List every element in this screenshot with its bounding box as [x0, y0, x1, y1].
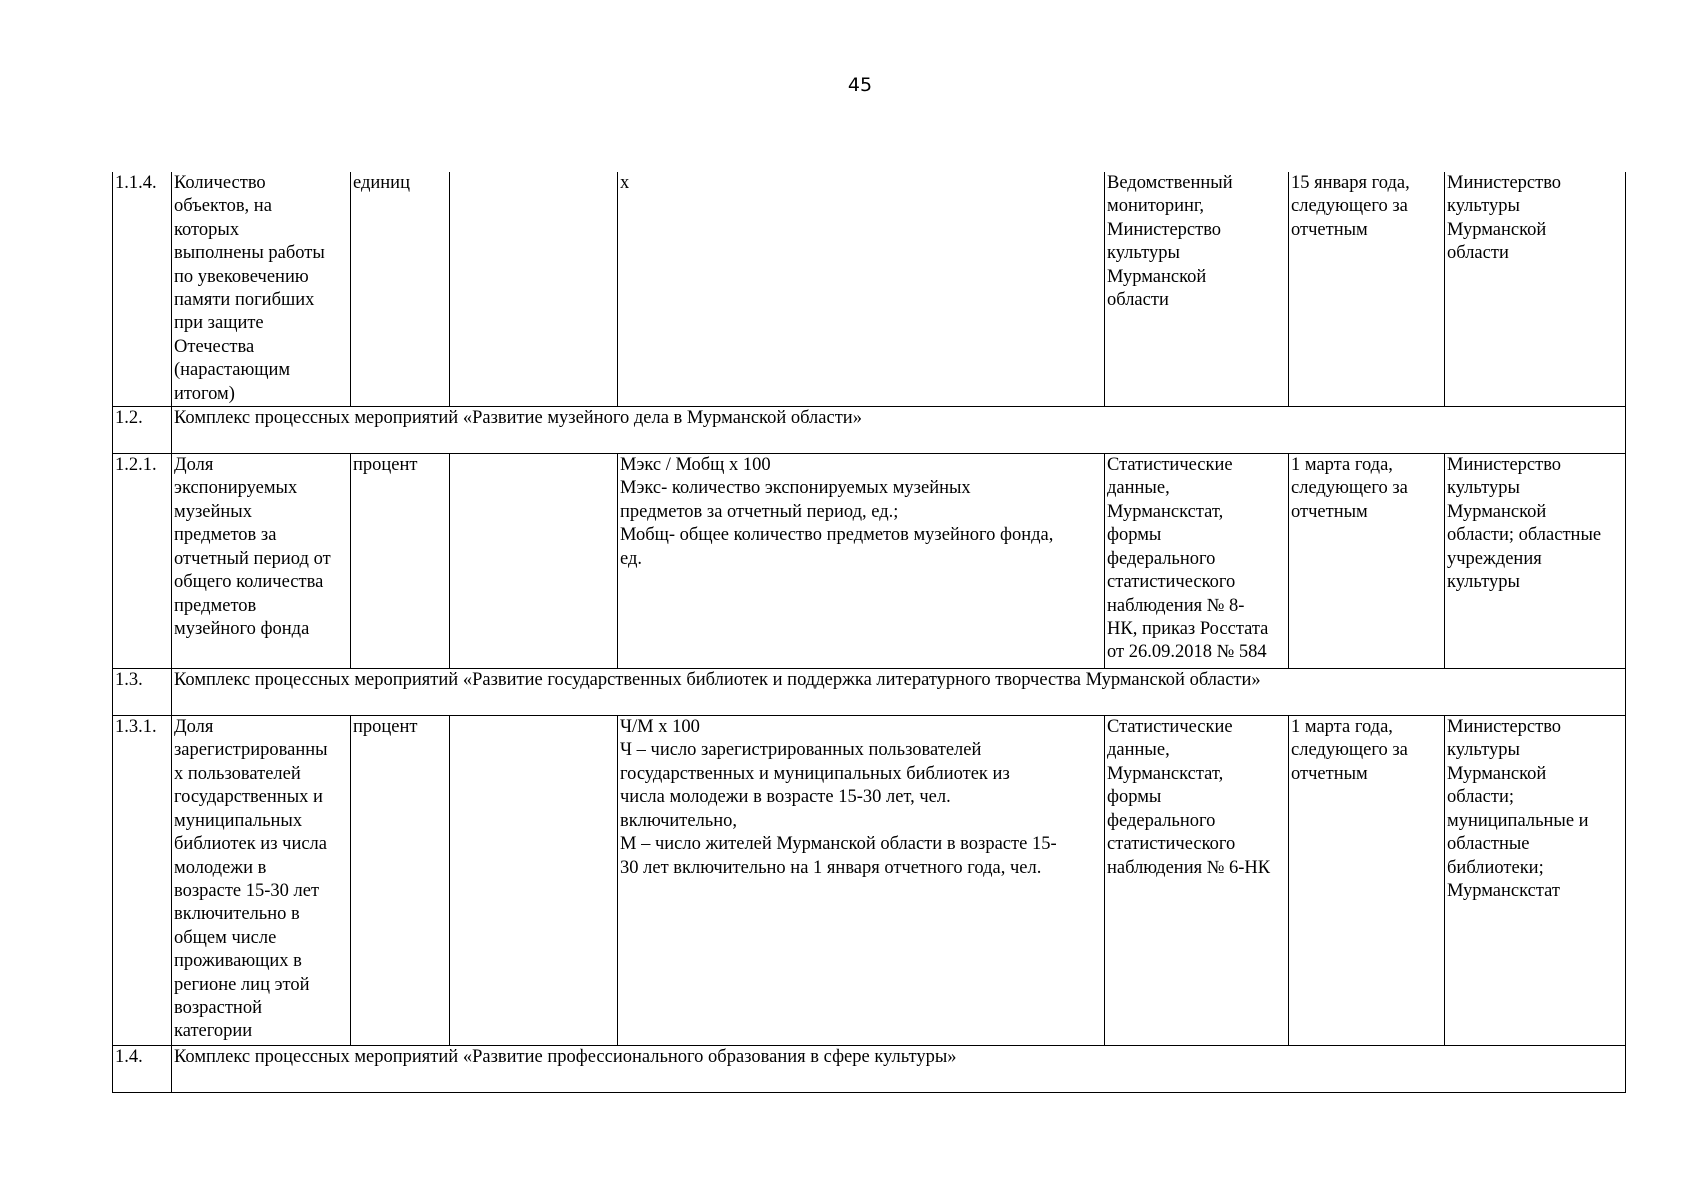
text-line: наблюдения № 6-НК — [1107, 857, 1271, 878]
indicator-name — [172, 172, 351, 407]
formula — [618, 454, 1105, 669]
text-line: музейного фонда — [174, 618, 310, 639]
text-line: Мурманскстат, — [1107, 763, 1224, 784]
text-line: области — [1107, 290, 1169, 311]
row-number: 1.2. — [113, 407, 172, 454]
text-line: Мурманской — [1447, 219, 1547, 240]
text-line: культуры — [1447, 196, 1520, 217]
text-line: включительно в — [174, 904, 300, 925]
text-line: проживающих в — [174, 951, 302, 972]
text-line: мониторинг, — [1107, 196, 1205, 217]
text-line: 1 марта года, — [1291, 455, 1393, 476]
text-line: Ч/М х 100 — [620, 717, 700, 738]
text-line: от 26.09.2018 № 584 — [1107, 642, 1267, 663]
text-line: возрасте 15-30 лет — [174, 880, 320, 901]
text-line: предметов за отчетный период, ед.; — [620, 501, 899, 522]
data-source — [1105, 454, 1289, 669]
formula — [618, 716, 1105, 1046]
indicators-table — [112, 172, 1626, 1093]
text-line: библиотек из числа — [174, 834, 328, 855]
indicator-name — [172, 454, 351, 669]
row-number: 1.1.4. — [113, 172, 172, 407]
text-line: данные, — [1107, 478, 1170, 499]
text-line: библиотеки; — [1447, 857, 1544, 878]
section-row — [113, 669, 1626, 716]
text-line: наблюдения № 8- — [1107, 595, 1245, 616]
text-line: следующего за — [1291, 196, 1408, 217]
text-line: Министерство — [1447, 455, 1562, 476]
text-line: Мобщ- общее количество предметов музейного фонда, — [620, 525, 1054, 546]
text-line: области; областные — [1447, 525, 1602, 546]
section-row — [113, 1046, 1626, 1093]
data-source — [1105, 716, 1289, 1046]
text-line: отчетным — [1291, 763, 1368, 784]
text-line: М – число жителей Мурманской области в возрасте 15- — [620, 834, 1057, 855]
row-number: 1.4. — [113, 1046, 172, 1093]
row-number: 1.3.1. — [113, 716, 172, 1046]
text-line: 1 марта года, — [1291, 717, 1393, 738]
text-line: культуры — [1447, 572, 1520, 593]
formula — [618, 172, 1105, 407]
text-line: Министерство — [1447, 717, 1562, 738]
text-line: (нарастающим — [174, 360, 291, 381]
text-line: государственных и — [174, 787, 323, 808]
text-line: Мэкс- количество экспонируемых музейных — [620, 478, 971, 499]
text-line: числа молодежи в возрасте 15-30 лет, чел. — [620, 787, 951, 808]
text-line: Статистические — [1107, 455, 1233, 476]
text-line: памяти погибших — [174, 290, 315, 311]
text-line: муниципальных — [174, 810, 303, 831]
text-line: культуры — [1107, 243, 1180, 264]
text-line: предметов — [174, 595, 257, 616]
text-line: области; — [1447, 787, 1514, 808]
text-line: Министерство — [1447, 173, 1562, 193]
empty-cell — [450, 716, 618, 1046]
text-line: отчетным — [1291, 501, 1368, 522]
text-line: молодежи в — [174, 857, 267, 878]
text-line: итогом) — [174, 383, 235, 404]
text-line: областные — [1447, 834, 1530, 855]
text-line: формы — [1107, 787, 1162, 808]
page-number: 45 — [847, 74, 873, 96]
text-line: музейных — [174, 501, 252, 522]
text-line: Ведомственный — [1107, 173, 1233, 193]
text-line: по увековечению — [174, 266, 309, 287]
text-line: 30 лет включительно на 1 января отчетного года, чел. — [620, 857, 1042, 878]
text-line: Доля — [174, 717, 214, 738]
text-line: которых — [174, 219, 240, 240]
text-line: федерального — [1107, 810, 1216, 831]
empty-cell — [450, 172, 618, 407]
text-line: общего количества — [174, 572, 324, 593]
responsible — [1445, 716, 1626, 1046]
text-line: Доля — [174, 455, 214, 476]
text-line: Ч – число зарегистрированных пользователей — [620, 740, 982, 761]
text-line: Мурманской — [1107, 266, 1207, 287]
responsible — [1445, 172, 1626, 407]
indicator-name — [172, 716, 351, 1046]
text-line: статистического — [1107, 834, 1236, 855]
text-line: Мурманской — [1447, 763, 1547, 784]
empty-cell — [450, 454, 618, 669]
deadline — [1289, 172, 1445, 407]
text-line: культуры — [1447, 478, 1520, 499]
section-title: Комплекс процессных мероприятий «Развитие музейного дела в Мурманской области» — [172, 407, 1626, 454]
deadline — [1289, 454, 1445, 669]
text-line: статистического — [1107, 572, 1236, 593]
text-line: х — [620, 173, 630, 193]
text-line: Мурманскстат — [1447, 880, 1560, 901]
text-line: государственных и муниципальных библиотек из — [620, 763, 1010, 784]
unit: процент — [351, 716, 450, 1046]
table-row — [113, 172, 1626, 407]
text-line: культуры — [1447, 740, 1520, 761]
text-line: предметов за — [174, 525, 277, 546]
unit: процент — [351, 454, 450, 669]
text-line: Мурманской — [1447, 501, 1547, 522]
text-line: регионе лиц этой — [174, 974, 310, 995]
deadline — [1289, 716, 1445, 1046]
text-line: НК, приказ Росстата — [1107, 618, 1269, 639]
section-row — [113, 407, 1626, 454]
text-line: общем числе — [174, 927, 277, 948]
section-title: Комплекс процессных мероприятий «Развитие профессионального образования в сфере культуры» — [172, 1046, 1626, 1093]
text-line: х пользователей — [174, 763, 301, 784]
table-row — [113, 454, 1626, 669]
text-line: данные, — [1107, 740, 1170, 761]
text-line: экспонируемых — [174, 478, 298, 499]
text-line: следующего за — [1291, 740, 1408, 761]
text-line: 15 января года, — [1291, 173, 1410, 193]
text-line: объектов, на — [174, 196, 272, 217]
text-line: области — [1447, 243, 1509, 264]
data-source — [1105, 172, 1289, 407]
text-line: возрастной — [174, 997, 262, 1018]
text-line: выполнены работы — [174, 243, 325, 264]
text-line: Статистические — [1107, 717, 1233, 738]
text-line: Мэкс / Мобщ х 100 — [620, 455, 771, 476]
text-line: Мурманскстат, — [1107, 501, 1224, 522]
row-number: 1.3. — [113, 669, 172, 716]
text-line: отчетным — [1291, 219, 1368, 240]
text-line: учреждения — [1447, 548, 1542, 569]
text-line: Отечества — [174, 336, 255, 357]
text-line: при защите — [174, 313, 264, 334]
text-line: Количество — [174, 173, 266, 193]
text-line: муниципальные и — [1447, 810, 1589, 831]
text-line: федерального — [1107, 548, 1216, 569]
text-line: зарегистрированны — [174, 740, 328, 761]
text-line: ед. — [620, 548, 643, 569]
table-row — [113, 716, 1626, 1046]
text-line: формы — [1107, 525, 1162, 546]
section-title: Комплекс процессных мероприятий «Развитие государственных библиотек и поддержка литературного творчества Мурманской области» — [172, 669, 1626, 716]
text-line: следующего за — [1291, 478, 1408, 499]
row-number: 1.2.1. — [113, 454, 172, 669]
text-line: включительно, — [620, 810, 738, 831]
text-line: категории — [174, 1021, 253, 1042]
text-line: отчетный период от — [174, 548, 331, 569]
responsible — [1445, 454, 1626, 669]
unit: единиц — [351, 172, 450, 407]
text-line: Министерство — [1107, 219, 1222, 240]
